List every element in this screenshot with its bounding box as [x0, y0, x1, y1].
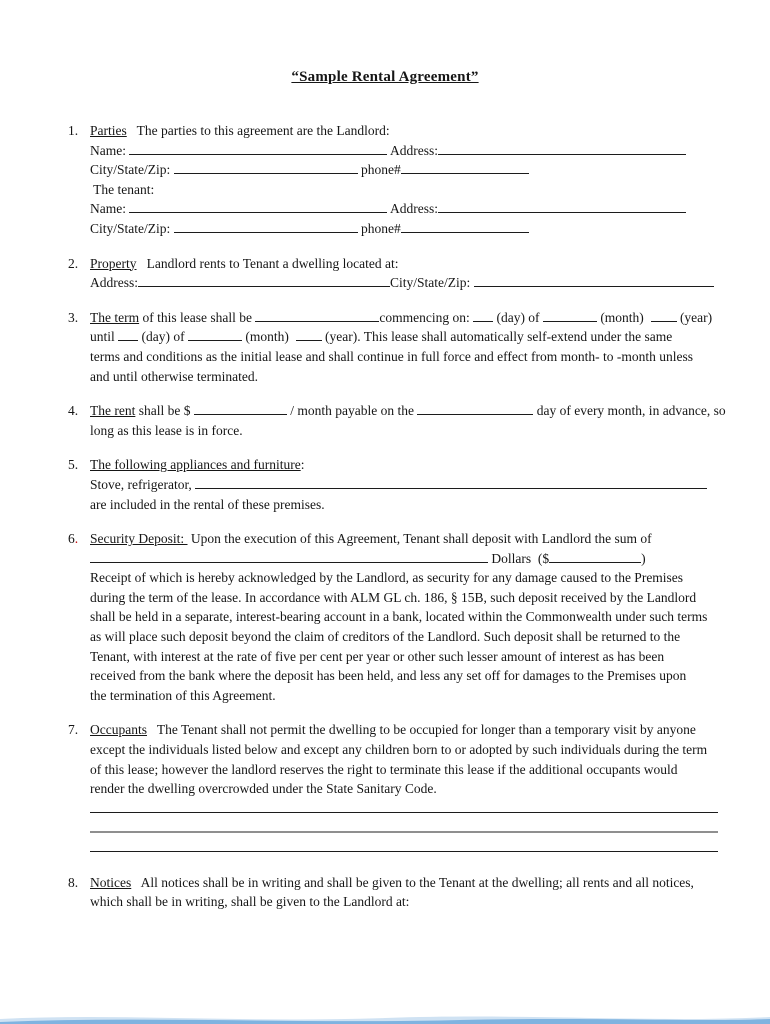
deposit-written-amount-field[interactable] [90, 549, 488, 563]
landlord-phone-field[interactable] [401, 160, 529, 174]
text-line [90, 529, 722, 549]
clause-heading: Security Deposit: [90, 531, 188, 547]
section-occupants [0, 720, 770, 857]
text-run: which shall be in writing, shall be given to the Landlord at: [90, 894, 410, 910]
text-run: City/State/Zip: [90, 162, 174, 178]
item-number [68, 455, 90, 514]
item-number [68, 401, 90, 440]
text-run: Stove, refrigerator, [90, 476, 196, 492]
item-number-period: . [74, 722, 79, 738]
text-run: of this lease shall be [139, 309, 256, 325]
item-number-text: 8 [68, 874, 75, 890]
text-run: the termination of this Agreement. [90, 687, 276, 703]
text-line [90, 367, 722, 387]
start-year-field[interactable] [651, 308, 677, 322]
item-number-text: 2 [68, 255, 75, 271]
item-number-period: . [74, 403, 79, 419]
text-line [90, 760, 722, 780]
item-number [68, 720, 90, 857]
text-run: Upon the execution of this Agreement, Tenant shall deposit with Landlord the sum of [187, 531, 652, 547]
item-number-text: 5 [68, 457, 75, 473]
text-line [90, 199, 722, 219]
rent-amount-field[interactable] [194, 401, 287, 415]
text-run: Name: [90, 201, 130, 217]
text-line [90, 873, 722, 893]
text-line [90, 495, 722, 515]
item-number [68, 121, 90, 239]
deposit-amount-field[interactable] [549, 549, 641, 563]
text-line [90, 892, 722, 912]
text-run: commencing on: [379, 309, 474, 325]
text-line [90, 327, 722, 347]
text-line [90, 549, 722, 569]
text-line [90, 401, 726, 421]
landlord-city-state-zip-field[interactable] [174, 160, 358, 174]
text-line [90, 779, 722, 799]
end-year-field[interactable] [296, 327, 322, 341]
item-number [68, 254, 90, 293]
text-run: Tenant, with interest at the rate of five per cent per year or other such lesser amount of interest as has been [90, 648, 665, 664]
section-body [90, 401, 726, 440]
document-title: “Sample Rental Agreement” [291, 69, 479, 85]
item-number-text: 3 [68, 309, 75, 325]
clause-heading: Property [90, 255, 137, 271]
text-line [90, 141, 722, 161]
section-appliances [0, 455, 770, 514]
end-day-field[interactable] [118, 327, 138, 341]
clause-heading: Parties [90, 123, 127, 138]
text-run: are included in the rental of these premises. [90, 496, 325, 512]
text-run: Receipt of which is hereby acknowledged by the Landlord, as security for any damage caused to the Premises [90, 570, 684, 586]
item-number-period: . [74, 255, 79, 271]
text-run: as will place such deposit beyond the claim of creditors of the Landlord. Such deposit shall be returned to the [90, 629, 681, 645]
text-run: render the dwelling overcrowded under the State Sanitary Code. [90, 781, 437, 797]
text-run: Address: [387, 142, 438, 158]
item-number-period: . [74, 531, 79, 547]
text-run: except the individuals listed below and except any children born to or adopted by such individuals during the term [90, 742, 708, 758]
clause-heading: The term [90, 309, 140, 325]
text-run: The Tenant shall not permit the dwelling to be occupied for longer than a temporary visit by anyone [146, 722, 696, 738]
text-run: (year) [676, 309, 713, 325]
text-run: and until otherwise terminated. [90, 368, 258, 384]
section-body [90, 308, 722, 386]
text-run: Address: [90, 275, 138, 291]
text-run: All notices shall be in writing and shall be given to the Tenant at the dwelling; all rents and all notices, [131, 874, 694, 890]
text-run: (month) [596, 309, 651, 325]
footer-wave-decoration [0, 1011, 770, 1024]
property-city-state-zip-field[interactable] [474, 273, 714, 287]
item-number-text: 1 [68, 123, 75, 138]
section-rent [0, 401, 770, 440]
text-run: (year). This lease shall automatically self-extend under the same [321, 329, 673, 345]
item-number [68, 873, 90, 912]
end-month-field[interactable] [188, 327, 242, 341]
text-line [90, 421, 722, 441]
item-number-period: . [74, 123, 79, 138]
start-day-field[interactable] [473, 308, 493, 322]
text-line [90, 666, 722, 686]
clause-heading: The following appliances and furniture [90, 457, 301, 473]
section-body [90, 254, 722, 293]
text-run: shall be $ [135, 403, 194, 419]
text-run: day of every month, in advance, so [533, 403, 726, 419]
text-line [90, 647, 722, 667]
rent-due-day-field[interactable] [417, 401, 533, 415]
item-number-period: . [74, 874, 79, 890]
text-run: The parties to this agreement are the Landlord: [126, 123, 390, 138]
text-run: / month payable on the [286, 403, 418, 419]
text-line [90, 627, 722, 647]
item-number-period: . [74, 309, 79, 325]
text-run: of this lease; however the landlord reserves the right to terminate this lease if the additional occupants would [90, 761, 678, 777]
text-line [90, 720, 722, 740]
text-run: (day) of [493, 309, 543, 325]
section-body [90, 529, 722, 705]
sections [0, 121, 770, 912]
term-length-field[interactable] [255, 308, 379, 322]
item-number-period: . [74, 457, 79, 473]
item-number [68, 308, 90, 386]
clause-heading: Occupants [90, 722, 147, 738]
item-number-text: 4 [68, 403, 75, 419]
start-month-field[interactable] [543, 308, 597, 322]
landlord-name-field[interactable] [129, 141, 387, 155]
text-line [90, 160, 722, 180]
text-run: until [90, 329, 119, 345]
text-line [90, 254, 722, 274]
text-run: ) [641, 550, 646, 566]
item-number-text: 6 [68, 531, 75, 547]
section-parties [0, 121, 770, 239]
text-run: Name: [90, 142, 130, 158]
section-body [90, 121, 722, 239]
text-line [90, 347, 722, 367]
text-run: : [300, 457, 305, 473]
section-property [0, 254, 770, 293]
occupants-line-2-field[interactable] [90, 818, 718, 833]
text-line [90, 455, 722, 475]
text-run: during the term of the lease. In accordance with ALM GL ch. 186, § 15B, such deposit received by the Landlord [90, 589, 697, 605]
text-run: terms and conditions as the initial lease and shall continue in full force and effect from month- to -month unless [90, 348, 693, 364]
text-line [90, 588, 722, 608]
appliances-field[interactable] [195, 475, 707, 489]
text-line [90, 180, 722, 200]
text-run: (day) of [138, 329, 188, 345]
section-security-deposit [0, 529, 770, 705]
text-run: Dollars ($ [488, 550, 550, 566]
text-line [90, 740, 722, 760]
section-body [90, 873, 722, 912]
occupants-line-1-field[interactable] [90, 799, 718, 813]
landlord-address-field[interactable] [438, 141, 686, 155]
text-line [90, 121, 722, 141]
text-run: phone# [357, 162, 401, 178]
text-line [90, 838, 722, 858]
text-run: shall be held in a separate, interest-bearing account in a bank, located within the Commonwealth under such terms [90, 609, 708, 625]
item-number-text: 7 [68, 722, 75, 738]
property-address-field[interactable] [138, 273, 390, 287]
text-run: phone# [357, 220, 401, 236]
text-run: The tenant: [90, 181, 155, 197]
text-run: received from the bank where the deposit has been held, and less any set off for damages to the Premises upon [90, 668, 687, 684]
text-line [90, 273, 722, 293]
text-line [90, 607, 722, 627]
text-line [90, 568, 722, 588]
occupants-line-3-field[interactable] [90, 838, 718, 852]
text-run: City/State/Zip: [390, 275, 474, 291]
text-line [90, 799, 722, 819]
text-run: Landlord rents to Tenant a dwelling located at: [136, 255, 399, 271]
text-line [90, 475, 722, 495]
section-body [90, 455, 722, 514]
section-term [0, 308, 770, 386]
section-body [90, 720, 722, 857]
section-notices [0, 873, 770, 912]
clause-heading: Notices [90, 874, 132, 890]
tenant-phone-field[interactable] [401, 219, 529, 233]
tenant-address-field[interactable] [438, 199, 686, 213]
text-line [90, 686, 722, 706]
text-run: Address: [387, 201, 438, 217]
text-line [90, 219, 722, 239]
item-number [68, 529, 90, 705]
text-run: (month) [242, 329, 296, 345]
text-line [90, 818, 722, 838]
clause-heading: The rent [90, 403, 136, 419]
tenant-name-field[interactable] [129, 199, 387, 213]
text-run: long as this lease is in force. [90, 422, 243, 438]
tenant-city-state-zip-field[interactable] [174, 219, 358, 233]
text-line [90, 308, 722, 328]
text-run: City/State/Zip: [90, 220, 174, 236]
